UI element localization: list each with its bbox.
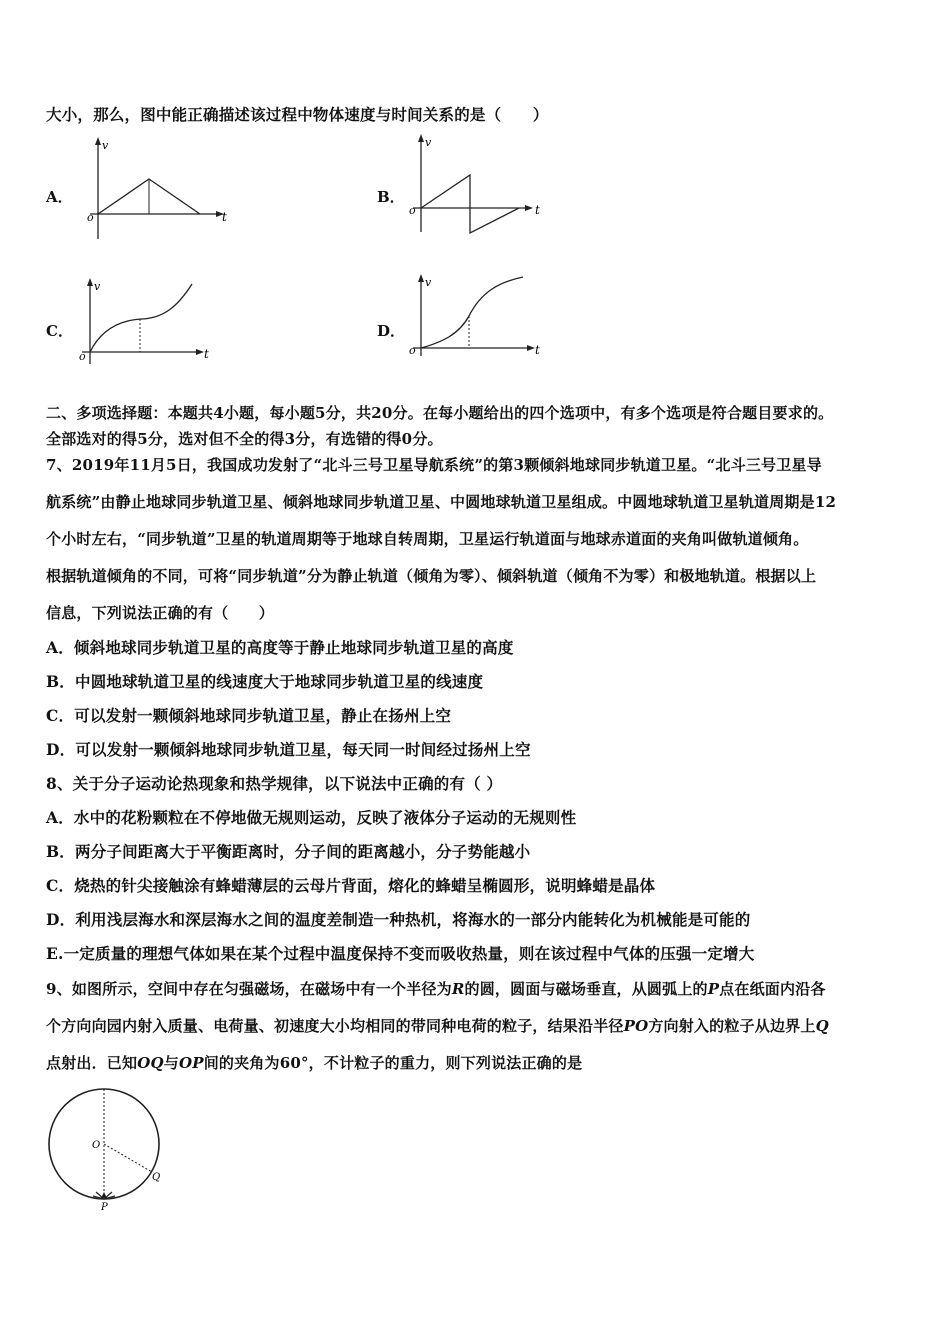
graph-a-o-label: o — [87, 211, 94, 224]
q9-line2-part-a: 个方向向园内射入质量、电荷量、初速度大小均相同的带同种电荷的粒子，结果沿半径 — [46, 1017, 624, 1035]
q9-line3-part-b: 与 — [163, 1054, 179, 1072]
q9-line1-part-b: 的圆，圆面与磁场垂直，从圆弧上的 — [464, 980, 708, 998]
q9-label-q: Q — [152, 1172, 161, 1183]
section2-line1: 二、多项选择题：本题共4小题，每小题5分，共20分。在每小题给出的四个选项中，有多个选项是符合题目要求的。 — [46, 404, 834, 422]
intro-line: 大小，那么，图中能正确描述该过程中物体速度与时间关系的是（ ） — [46, 105, 549, 124]
q9-label-o: O — [92, 1140, 101, 1151]
q9-symbol-r: R — [451, 980, 465, 998]
q9-symbol-po: PO — [623, 1017, 649, 1035]
q8-option-a: A．水中的花粉颗粒在不停地做无规则运动，反映了液体分子运动的无规则性 — [46, 808, 577, 827]
graph-b — [405, 132, 555, 240]
q9-label-p: P — [101, 1202, 108, 1212]
q8-option-d: D．利用浅层海水和深层海水之间的温度差制造一种热机，将海水的一部分内能转化为机械能是可能的 — [46, 910, 751, 929]
graph-c-v-label: v — [94, 280, 101, 293]
graph-d-o-label: o — [409, 344, 416, 357]
q8-option-c: C．烧热的针尖接触涂有蜂蜡薄层的云母片背面，熔化的蜂蜡呈椭圆形，说明蜂蜡是晶体 — [46, 876, 656, 895]
q7-option-a: A．倾斜地球同步轨道卫星的高度等于静止地球同步轨道卫星的高度 — [46, 638, 514, 657]
graph-a-t-label: t — [222, 210, 227, 224]
graph-c-t-label: t — [204, 347, 209, 361]
q9-line-1 — [46, 978, 826, 999]
q7-line-3: 个小时左右，“同步轨道”卫星的轨道周期等于地球自转周期，卫星运行轨道面与地球赤道面的夹角叫做轨道倾角。 — [46, 530, 809, 548]
section2-line2: 全部选对的得5分，选对但不全的得3分，有选错的得0分。 — [46, 430, 443, 448]
graph-a — [82, 135, 232, 245]
q9-circle-figure — [44, 1084, 174, 1212]
q9-line-3 — [46, 1052, 582, 1073]
graph-b-t-label: t — [535, 203, 540, 217]
q7-line-4: 根据轨道倾角的不同，可将“同步轨道”分为静止轨道（倾角为零）、倾斜轨道（倾角不为零）和极地轨道。根据以上 — [46, 567, 817, 585]
q9-line2-part-b: 方向射入的粒子从边界上 — [648, 1017, 816, 1035]
q9-line1-part-a: 9、如图所示，空间中存在匀强磁场，在磁场中有一个半径为 — [46, 980, 452, 998]
q7-line-2: 航系统”由静止地球同步轨道卫星、倾斜地球同步轨道卫星、中圆地球轨道卫星组成。中圆地球轨道卫星轨道周期是12 — [46, 493, 837, 511]
q7-option-d: D．可以发射一颗倾斜地球同步轨道卫星，每天同一时间经过扬州上空 — [46, 740, 531, 759]
q9-symbol-p: P — [707, 980, 720, 998]
q8-option-b: B．两分子间距离大于平衡距离时，分子间的距离越小，分子势能越小 — [46, 842, 531, 861]
graph-b-o-label: o — [409, 204, 416, 217]
q7-option-b: B．中圆地球轨道卫星的线速度大于地球同步轨道卫星的线速度 — [46, 672, 484, 691]
q9-symbol-q: Q — [815, 1017, 829, 1035]
option-c-label: C． — [46, 322, 73, 340]
q7-line-1: 7、2019年11月5日，我国成功发射了“北斗三号卫星导航系统”的第3颗倾斜地球同步轨道卫星。“北斗三号卫星导 — [46, 456, 822, 474]
graph-d-t-label: t — [535, 343, 540, 357]
q8-option-e: E.一定质量的理想气体如果在某个过程中温度保持不变而吸收热量，则在该过程中气体的压强一定增大 — [46, 944, 755, 963]
option-b-label: B． — [377, 188, 405, 206]
q9-line-2 — [46, 1015, 829, 1036]
q9-line3-part-a: 点射出．已知 — [46, 1054, 138, 1072]
q9-line3-part-c: 间的夹角为60°，不计粒子的重力，则下列说法正确的是 — [203, 1054, 583, 1072]
q9-line1-part-c: 点在纸面内沿各 — [719, 980, 826, 998]
graph-d-v-label: v — [425, 276, 432, 289]
graph-b-v-label: v — [425, 136, 432, 149]
q7-option-c: C．可以发射一颗倾斜地球同步轨道卫星，静止在扬州上空 — [46, 706, 452, 725]
option-a-label: A． — [46, 188, 73, 206]
q9-symbol-op: OP — [178, 1054, 204, 1072]
option-d-label: D． — [377, 322, 406, 340]
graph-c-o-label: o — [79, 350, 86, 363]
graph-d — [405, 272, 555, 368]
q9-symbol-oq: OQ — [137, 1054, 164, 1072]
q7-line-5: 信息，下列说法正确的有（ ） — [46, 604, 275, 622]
graph-a-v-label: v — [102, 139, 109, 152]
q8-stem: 8、关于分子运动论热现象和热学规律，以下说法中正确的有（ ） — [46, 774, 503, 793]
graph-c — [74, 276, 224, 372]
